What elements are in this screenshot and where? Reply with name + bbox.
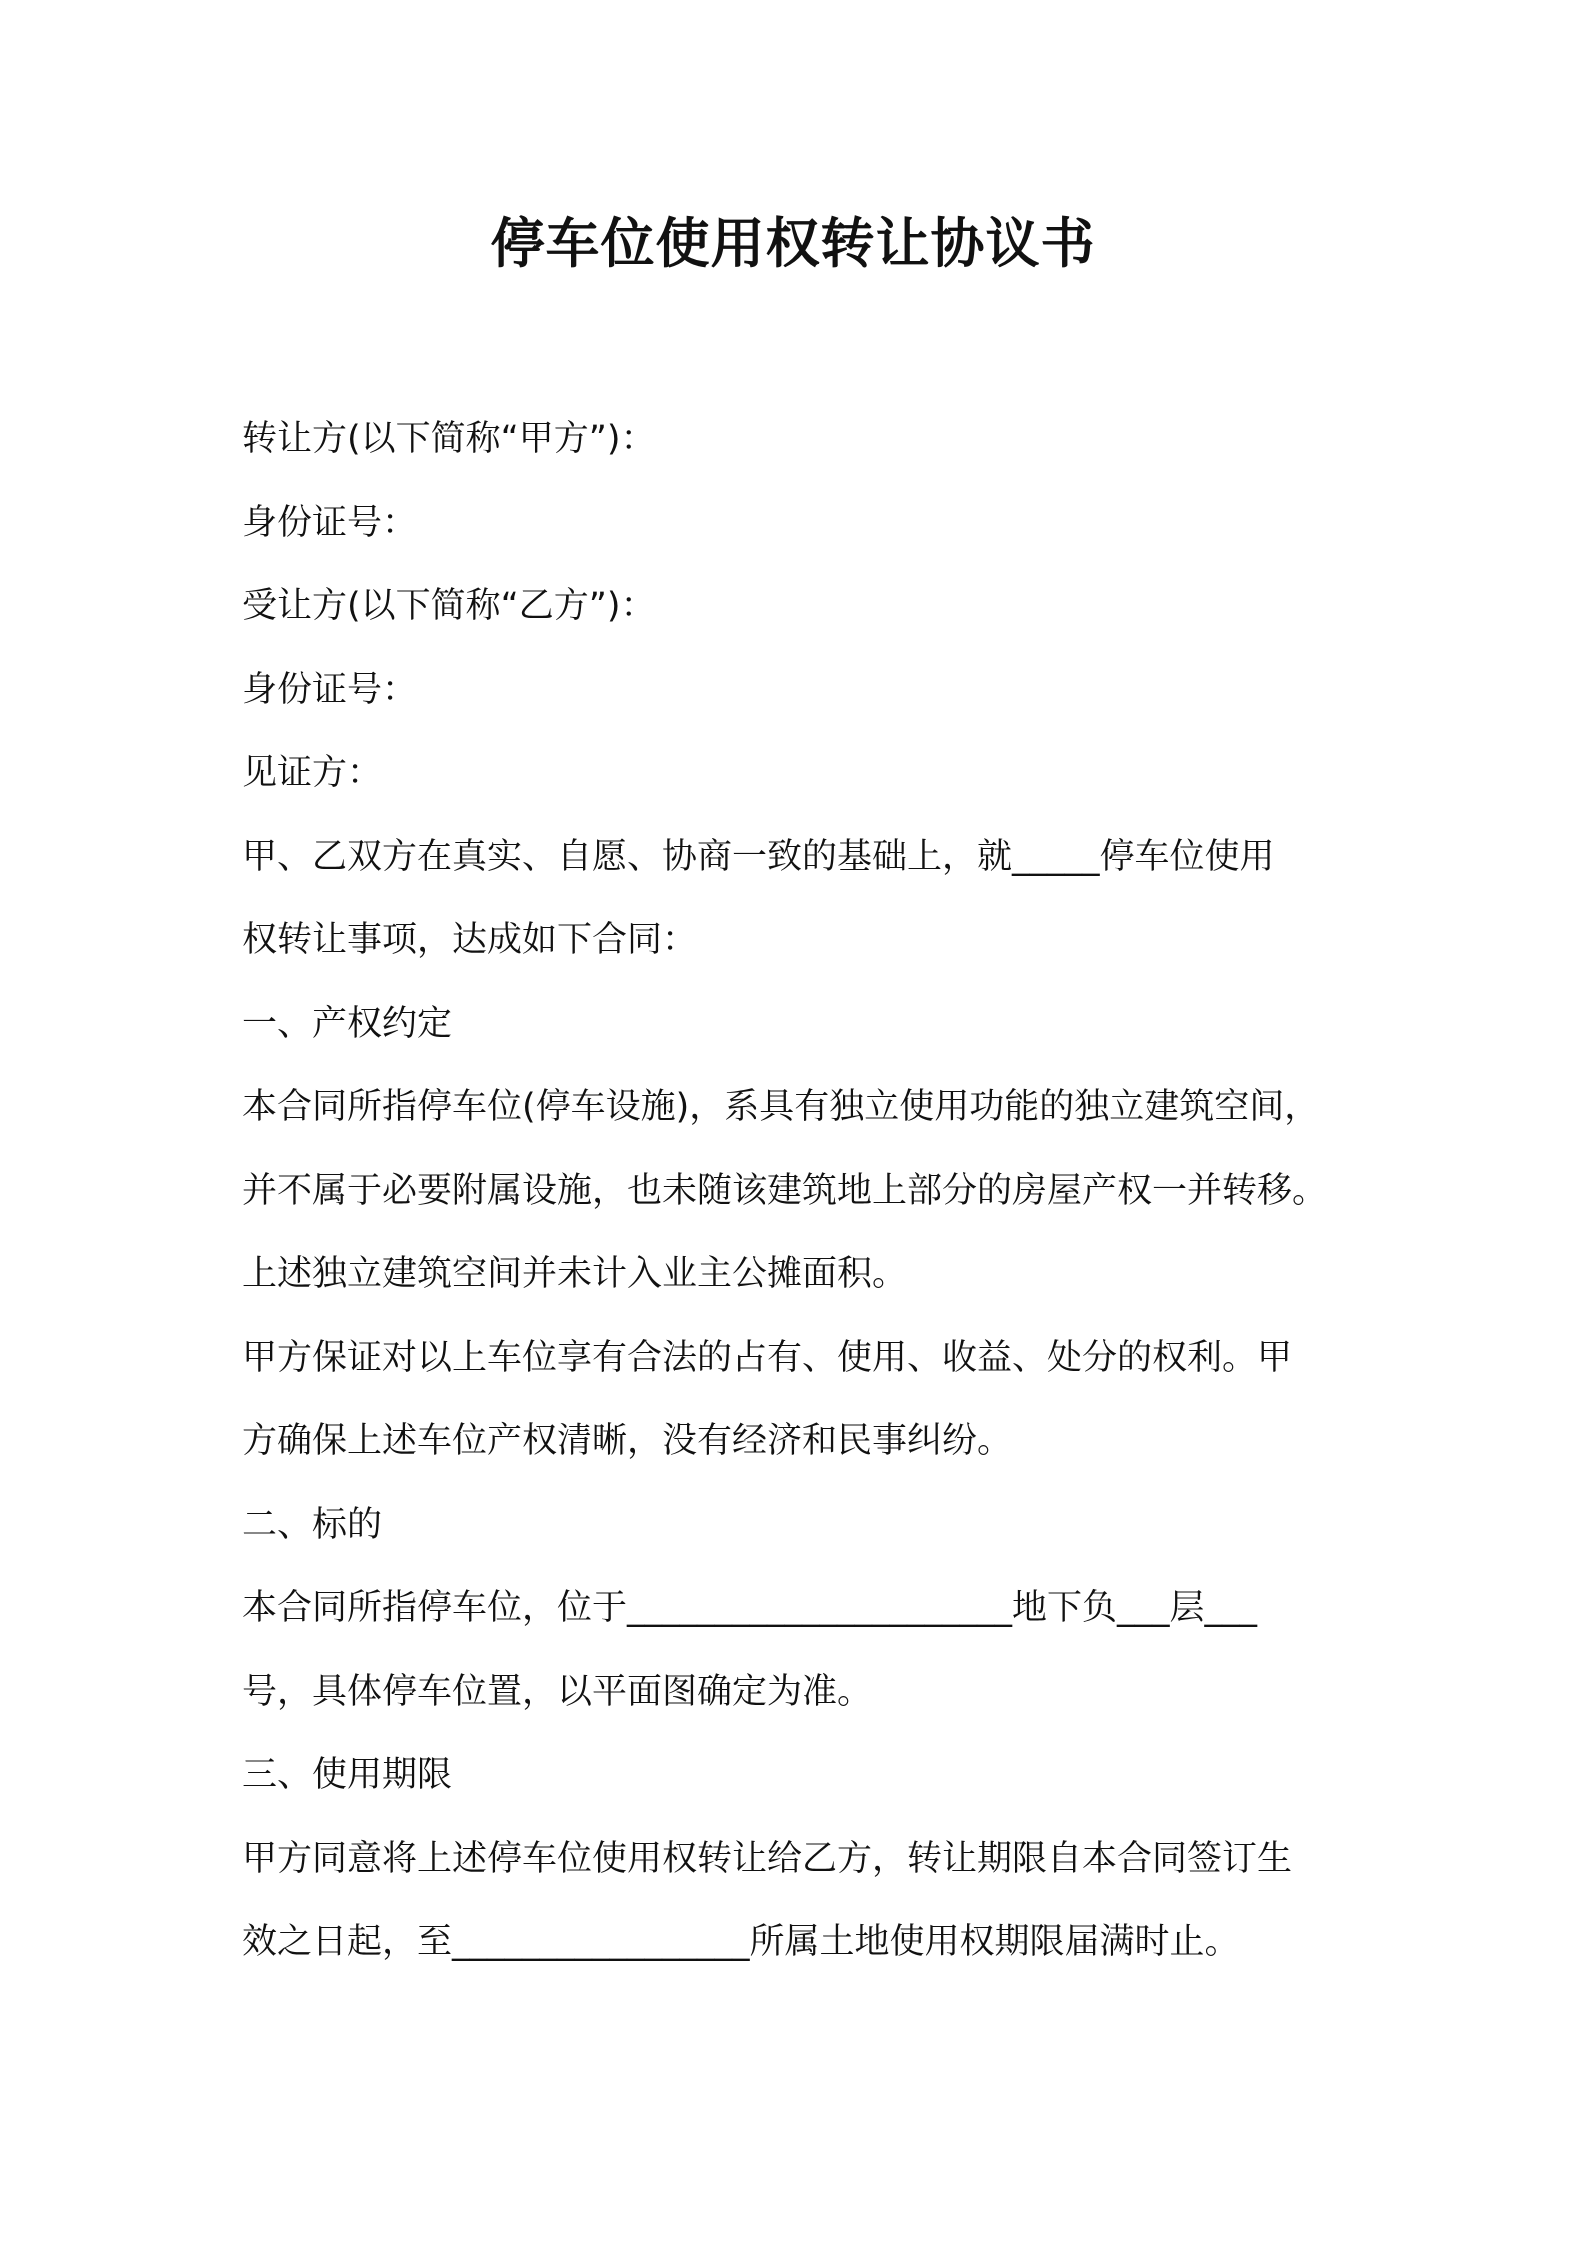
paragraph-line: 甲方同意将上述停车位使用权转让给乙方，转让期限自本合同签订生: [242, 1838, 1293, 1879]
section-heading: 二、标的: [242, 1504, 383, 1545]
party-a-line: 转让方(以下简称“甲方”)：: [242, 419, 656, 459]
witness-line: 见证方：: [242, 753, 383, 793]
section-heading: 三、使用期限: [242, 1755, 453, 1795]
party-b-line: 受让方(以下简称“乙方”)：: [242, 586, 656, 626]
paragraph-line: 号，具体停车位置，以平面图确定为准。: [242, 1671, 873, 1712]
party-b-id-line: 身份证号：: [242, 669, 418, 710]
paragraph-line: 并不属于必要附属设施，也未随该建筑地上部分的房屋产权一并转移。: [242, 1170, 1328, 1211]
section-heading: 一、产权约定: [242, 1003, 453, 1044]
paragraph-line: 本合同所指停车位(停车设施)，系具有独立使用功能的独立建筑空间，: [242, 1087, 1320, 1127]
preamble-line: 甲、乙双方在真实、自愿、协商一致的基础上，就_____停车位使用: [242, 836, 1275, 877]
paragraph-line: 效之日起，至_________________所属土地使用权期限届满时止。: [242, 1922, 1240, 1962]
paragraph-line: 方确保上述车位产权清晰，没有经济和民事纠纷。: [242, 1421, 1013, 1461]
document-body: [242, 398, 1382, 1985]
paragraph-line: 上述独立建筑空间并未计入业主公摊面积。: [242, 1254, 908, 1294]
preamble-line: 权转让事项，达成如下合同：: [242, 920, 698, 960]
paragraph-line: 本合同所指停车位，位于______________________地下负___层___: [242, 1588, 1258, 1628]
document-title: 停车位使用权转让协议书: [490, 212, 1096, 275]
paragraph-line: 甲方保证对以上车位享有合法的占有、使用、收益、处分的权利。甲: [242, 1337, 1293, 1378]
party-a-id-line: 身份证号：: [242, 502, 418, 543]
